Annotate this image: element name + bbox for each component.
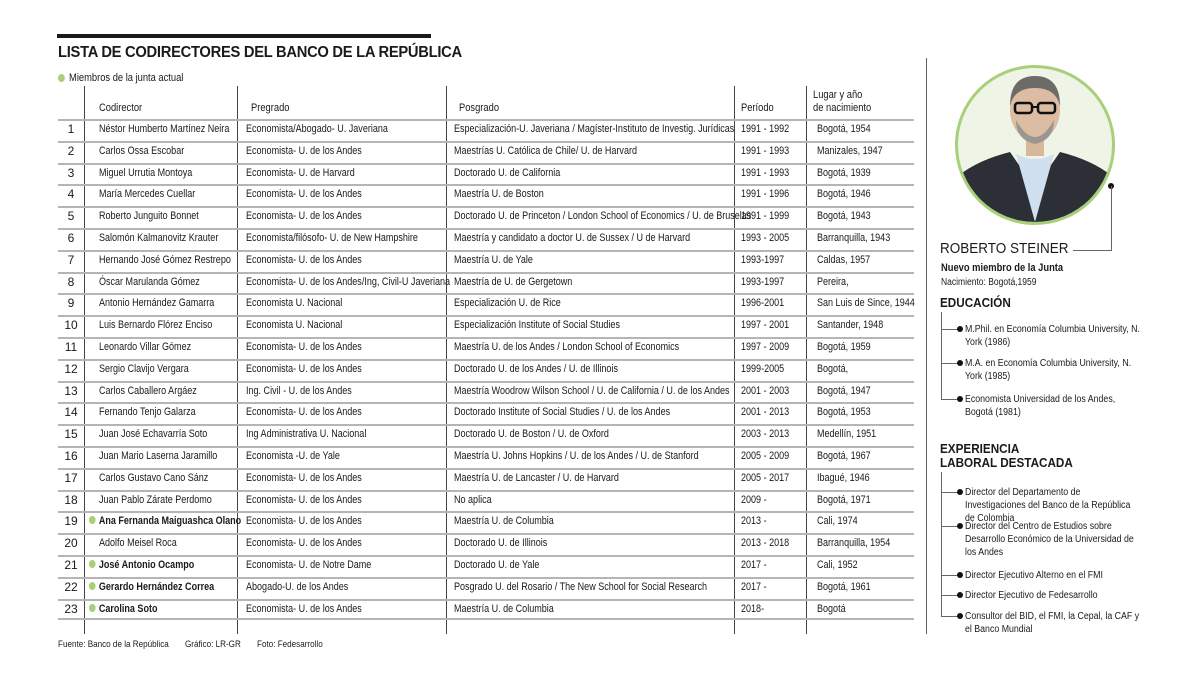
pregrado-cell: Ing Administrativa U. Nacional xyxy=(246,428,367,441)
posgrado-cell: Maestría Woodrow Wilson School / U. de California / U. de los Andes xyxy=(454,384,730,397)
bullet-icon xyxy=(957,489,963,495)
bullet-icon xyxy=(957,326,963,332)
codirector-name-text: Gerardo Hernández Correa xyxy=(98,580,215,593)
table-row xyxy=(58,337,914,359)
row-number: 7 xyxy=(67,252,75,267)
row-number: 17 xyxy=(64,470,78,485)
table-row xyxy=(58,468,914,490)
codirector-name: Adolfo Meisel Roca xyxy=(99,537,177,550)
posgrado-cell: Doctorado U. de Princeton / London School of Economics / U. de Bruselas xyxy=(454,210,752,223)
lugar-cell: Bogotá xyxy=(817,602,846,615)
row-number: 16 xyxy=(64,448,78,463)
codirector-name: Miguel Urrutia Montoya xyxy=(99,166,193,179)
posgrado-cell: Doctorado U. de los Andes / U. de Illinois xyxy=(454,362,618,375)
row-number: 9 xyxy=(67,296,75,311)
periodo-cell: 2001 - 2013 xyxy=(741,406,790,419)
pregrado-cell: Economista- U. de los Andes/Ing, Civil-U Javeriana xyxy=(246,275,451,288)
row-number: 4 xyxy=(67,187,75,202)
periodo-cell: 2018- xyxy=(741,602,765,615)
pregrado-cell: Economista- U. de Notre Dame xyxy=(246,558,372,571)
pregrado-cell: Economista -U. de Yale xyxy=(246,449,340,462)
row-number: 18 xyxy=(64,492,78,507)
codirector-name: Luis Bernardo Flórez Enciso xyxy=(99,319,213,332)
pregrado-cell: Economista- U. de los Andes xyxy=(246,210,362,223)
row-number: 22 xyxy=(64,579,78,594)
codirector-name xyxy=(89,581,214,593)
posgrado-cell: Maestría de U. de Gergetown xyxy=(454,275,573,288)
current-member-dot-icon xyxy=(89,582,96,590)
periodo-cell: 2013 - xyxy=(741,515,767,528)
codirector-name: Óscar Marulanda Gómez xyxy=(99,275,200,288)
posgrado-cell: Maestría U. de Boston xyxy=(454,188,544,201)
posgrado-cell: Maestría U. de Yale xyxy=(454,253,533,266)
codirector-name: Carlos Ossa Escobar xyxy=(99,144,185,157)
lugar-cell: San Luis de Since, 1944 xyxy=(817,297,915,310)
posgrado-cell: No aplica xyxy=(454,493,492,506)
table-row xyxy=(58,206,914,228)
row-number: 15 xyxy=(64,427,78,442)
connector-line xyxy=(1073,250,1112,251)
lugar-cell: Bogotá, 1946 xyxy=(817,188,871,201)
experience-item-text: Director del Centro de Estudios sobre Desarrollo Económico de la Universidad de los Andes xyxy=(965,521,1134,558)
periodo-cell: 1993-1997 xyxy=(741,275,785,288)
table-row xyxy=(58,511,914,533)
periodo-cell: 1993 - 2005 xyxy=(741,231,790,244)
row-number: 11 xyxy=(64,339,78,354)
codirector-name: Antonio Hernández Gamarra xyxy=(99,297,215,310)
experience-heading-line-1: EXPERIENCIA xyxy=(940,441,1020,456)
education-item-text: M.A. en Economía Columbia University, N. York (1985) xyxy=(965,358,1132,382)
table-row xyxy=(58,446,914,468)
bullet-icon xyxy=(957,592,963,598)
codirector-name: Sergio Clavijo Vergara xyxy=(99,362,189,375)
lugar-cell: Barranquilla, 1943 xyxy=(817,231,891,244)
footer xyxy=(58,639,323,649)
current-member-dot-icon xyxy=(89,560,96,568)
legend xyxy=(58,72,183,84)
profile-birth: Nacimiento: Bogotá,1959 xyxy=(941,277,1037,288)
pregrado-cell: Economista U. Nacional xyxy=(246,319,343,332)
codirector-name-text: Ana Fernanda Maiguashca Olano xyxy=(98,515,242,528)
periodo-cell: 2005 - 2017 xyxy=(741,471,790,484)
codirector-name: Juan Pablo Zárate Perdomo xyxy=(99,493,212,506)
lugar-cell: Bogotá, 1959 xyxy=(817,340,871,353)
lugar-cell: Manizales, 1947 xyxy=(817,144,883,157)
photo-credit: Foto: Fedesarrollo xyxy=(256,639,323,649)
posgrado-cell: Doctorado U. de Illinois xyxy=(454,537,548,550)
row-number: 23 xyxy=(64,601,78,616)
header-posgrado: Posgrado xyxy=(459,102,500,114)
lugar-cell: Medellín, 1951 xyxy=(817,428,877,441)
graphic-credit: Gráfico: LR-GR xyxy=(184,639,241,649)
row-number: 6 xyxy=(67,230,75,245)
codirector-name: Juan Mario Laserna Jaramillo xyxy=(99,449,218,462)
periodo-cell: 1996-2001 xyxy=(741,297,785,310)
codirector-name: Leonardo Villar Gómez xyxy=(99,340,192,353)
table-row xyxy=(58,577,914,599)
header-codirector: Codirector xyxy=(99,102,143,114)
periodo-cell: 1991 - 1993 xyxy=(741,166,790,179)
periodo-cell: 2013 - 2018 xyxy=(741,537,790,550)
codirector-name: María Mercedes Cuellar xyxy=(99,188,196,201)
posgrado-cell: Especialización-U. Javeriana / Magíster-Instituto de Investig. Jurídicas xyxy=(454,123,735,135)
table-row xyxy=(58,555,914,577)
education-item-text: M.Phil. en Economía Columbia University, N. York (1986) xyxy=(965,324,1140,348)
pregrado-cell: Economista/filósofo- U. de New Hampshire xyxy=(246,231,418,244)
periodo-cell: 1993-1997 xyxy=(741,253,785,266)
row-number: 3 xyxy=(67,165,75,180)
experience-item-text: Director Ejecutivo de Fedesarrollo xyxy=(965,590,1098,601)
lugar-cell: Bogotá, 1971 xyxy=(817,493,871,506)
codirector-name-text: Carolina Soto xyxy=(98,602,158,615)
periodo-cell: 1999-2005 xyxy=(741,362,785,375)
profile-name: ROBERTO STEINER xyxy=(940,240,1069,257)
title-rule xyxy=(57,34,431,38)
codirector-name xyxy=(89,559,194,571)
row-number: 2 xyxy=(67,143,75,158)
header-lugar-2: de nacimiento xyxy=(813,102,872,114)
header-pregrado: Pregrado xyxy=(251,102,290,114)
pregrado-cell: Economista- U. de Harvard xyxy=(246,166,355,179)
bullet-icon xyxy=(957,360,963,366)
experience-heading-line-2: LABORAL DESTACADA xyxy=(940,455,1073,470)
pregrado-cell: Economista- U. de los Andes xyxy=(246,537,362,550)
lugar-cell: Santander, 1948 xyxy=(817,319,884,332)
codirector-name: Fernando Tenjo Galarza xyxy=(99,406,196,419)
pregrado-cell: Economista- U. de los Andes xyxy=(246,144,362,157)
lugar-cell: Bogotá, xyxy=(817,362,849,375)
lugar-cell: Cali, 1974 xyxy=(817,515,858,528)
table-row xyxy=(58,490,914,512)
lugar-cell: Pereira, xyxy=(817,275,849,288)
bullet-icon xyxy=(957,523,963,529)
posgrado-cell: Maestría y candidato a doctor U. de Sussex / U de Harvard xyxy=(454,231,691,244)
bullet-icon xyxy=(957,572,963,578)
table-row xyxy=(58,424,914,446)
table-row xyxy=(58,599,914,621)
periodo-cell: 2001 - 2003 xyxy=(741,384,790,397)
pregrado-cell: Economista- U. de los Andes xyxy=(246,515,362,528)
lugar-cell: Ibagué, 1946 xyxy=(817,471,870,484)
lugar-cell: Bogotá, 1953 xyxy=(817,406,871,419)
education-tree-line xyxy=(941,312,942,399)
lugar-cell: Bogotá, 1967 xyxy=(817,449,871,462)
codirector-name: Carlos Gustavo Cano Sánz xyxy=(99,471,209,484)
posgrado-cell: Doctorado U. de Boston / U. de Oxford xyxy=(454,428,609,441)
posgrado-cell: Especialización Institute of Social Studies xyxy=(454,319,620,332)
source-credit: Fuente: Banco de la República xyxy=(58,639,169,649)
periodo-cell: 1991 - 1992 xyxy=(741,123,790,135)
current-member-dot-icon xyxy=(89,604,96,612)
experience-item-text: Director Ejecutivo Alterno en el FMI xyxy=(965,570,1103,581)
table-row xyxy=(58,272,914,294)
pregrado-cell: Economista- U. de los Andes xyxy=(246,602,362,615)
bullet-icon xyxy=(957,613,963,619)
row-number: 19 xyxy=(64,514,78,529)
table-row xyxy=(58,533,914,555)
posgrado-cell: Maestría U. de Columbia xyxy=(454,515,554,528)
periodo-cell: 1991 - 1993 xyxy=(741,144,790,157)
periodo-cell: 2009 - xyxy=(741,493,767,506)
table-row xyxy=(58,141,914,163)
row-number: 14 xyxy=(64,405,78,420)
periodo-cell: 1997 - 2001 xyxy=(741,319,790,332)
codirectors-table xyxy=(58,119,914,620)
table-row xyxy=(58,381,914,403)
table-header xyxy=(0,86,920,119)
legend-label: Miembros de la junta actual xyxy=(69,72,184,84)
lugar-cell: Bogotá, 1943 xyxy=(817,210,871,223)
pregrado-cell: Economista- U. de los Andes xyxy=(246,362,362,375)
education-heading: EDUCACIÓN xyxy=(940,295,1011,310)
panel-divider xyxy=(926,58,927,634)
posgrado-cell: Maestría U. de los Andes / London School of Economics xyxy=(454,340,680,353)
lugar-cell: Bogotá, 1947 xyxy=(817,384,871,397)
codirector-name xyxy=(89,515,241,527)
pregrado-cell: Ing. Civil - U. de los Andes xyxy=(246,384,352,397)
page-title: LISTA DE CODIRECTORES DEL BANCO DE LA REPÚBLICA xyxy=(58,44,462,61)
table-row xyxy=(58,402,914,424)
lugar-cell: Caldas, 1957 xyxy=(817,253,871,266)
periodo-cell: 2017 - xyxy=(741,558,767,571)
lugar-cell: Bogotá, 1961 xyxy=(817,580,871,593)
codirector-name: Juan José Echavarría Soto xyxy=(99,428,208,441)
pregrado-cell: Abogado-U. de los Andes xyxy=(246,580,349,593)
current-member-dot-icon xyxy=(58,74,65,82)
table-row xyxy=(58,315,914,337)
periodo-cell: 1997 - 2009 xyxy=(741,340,790,353)
posgrado-cell: Maestría U. de Columbia xyxy=(454,602,554,615)
row-number: 1 xyxy=(67,122,75,136)
table-row xyxy=(58,293,914,315)
codirector-name: Hernando José Gómez Restrepo xyxy=(99,253,231,266)
posgrado-cell: Maestrías U. Católica de Chile/ U. de Harvard xyxy=(454,144,637,157)
pregrado-cell: Economista U. Nacional xyxy=(246,297,343,310)
lugar-cell: Bogotá, 1954 xyxy=(817,123,871,135)
posgrado-cell: Doctorado Institute of Social Studies / U. de los Andes xyxy=(454,406,671,419)
posgrado-cell: Posgrado U. del Rosario / The New School for Social Research xyxy=(454,580,708,593)
current-member-dot-icon xyxy=(89,516,96,524)
table-row xyxy=(58,359,914,381)
posgrado-cell: Maestría U. de Lancaster / U. de Harvard xyxy=(454,471,619,484)
periodo-cell: 2005 - 2009 xyxy=(741,449,790,462)
connector-line xyxy=(1111,186,1112,250)
pregrado-cell: Economista/Abogado- U. Javeriana xyxy=(246,123,388,135)
table-row xyxy=(58,184,914,206)
codirector-name-text: José Antonio Ocampo xyxy=(98,558,195,571)
person-portrait-icon xyxy=(958,68,1112,222)
codirector-name: Roberto Junguito Bonnet xyxy=(99,210,199,223)
pregrado-cell: Economista- U. de los Andes xyxy=(246,188,362,201)
periodo-cell: 1991 - 1999 xyxy=(741,210,790,223)
pregrado-cell: Economista- U. de los Andes xyxy=(246,406,362,419)
education-item-text: Economista Universidad de los Andes, Bogotá (1981) xyxy=(965,394,1116,418)
posgrado-cell: Doctorado U. de Yale xyxy=(454,558,540,571)
row-number: 20 xyxy=(64,536,78,551)
posgrado-cell: Maestría U. Johns Hopkins / U. de los Andes / U. de Stanford xyxy=(454,449,699,462)
periodo-cell: 2003 - 2013 xyxy=(741,428,790,441)
header-periodo: Período xyxy=(741,102,774,114)
pregrado-cell: Economista- U. de los Andes xyxy=(246,253,362,266)
posgrado-cell: Especialización U. de Rice xyxy=(454,297,561,310)
experience-item-text: Director del Departamento de Investigaciones del Banco de la República de Colombia xyxy=(965,487,1131,524)
lugar-cell: Bogotá, 1939 xyxy=(817,166,871,179)
row-number: 8 xyxy=(67,274,75,289)
experience-heading xyxy=(940,442,1073,470)
table-row xyxy=(58,119,914,141)
lugar-cell: Barranquilla, 1954 xyxy=(817,537,891,550)
experience-item-text: Consultor del BID, el FMI, la Cepal, la CAF y el Banco Mundial xyxy=(965,611,1140,635)
row-number: 21 xyxy=(64,557,78,572)
row-number: 5 xyxy=(67,209,75,224)
profile-photo xyxy=(955,65,1115,225)
bullet-icon xyxy=(957,396,963,402)
pregrado-cell: Economista- U. de los Andes xyxy=(246,340,362,353)
lugar-cell: Cali, 1952 xyxy=(817,558,858,571)
profile-subtitle: Nuevo miembro de la Junta xyxy=(941,262,1064,274)
codirector-name: Néstor Humberto Martínez Neira xyxy=(99,123,230,135)
table-row xyxy=(58,250,914,272)
row-number: 10 xyxy=(64,318,78,333)
pregrado-cell: Economista- U. de los Andes xyxy=(246,493,362,506)
periodo-cell: 2017 - xyxy=(741,580,767,593)
row-number: 12 xyxy=(64,361,78,376)
pregrado-cell: Economista- U. de los Andes xyxy=(246,471,362,484)
codirector-name: Salomón Kalmanovitz Krauter xyxy=(99,231,219,244)
periodo-cell: 1991 - 1996 xyxy=(741,188,790,201)
row-number: 13 xyxy=(64,383,78,398)
codirector-name xyxy=(89,603,157,615)
codirector-name: Carlos Caballero Argáez xyxy=(99,384,197,397)
header-lugar-1: Lugar y año xyxy=(813,89,863,101)
posgrado-cell: Doctorado U. de California xyxy=(454,166,561,179)
table-row xyxy=(58,228,914,250)
table-row xyxy=(58,163,914,185)
